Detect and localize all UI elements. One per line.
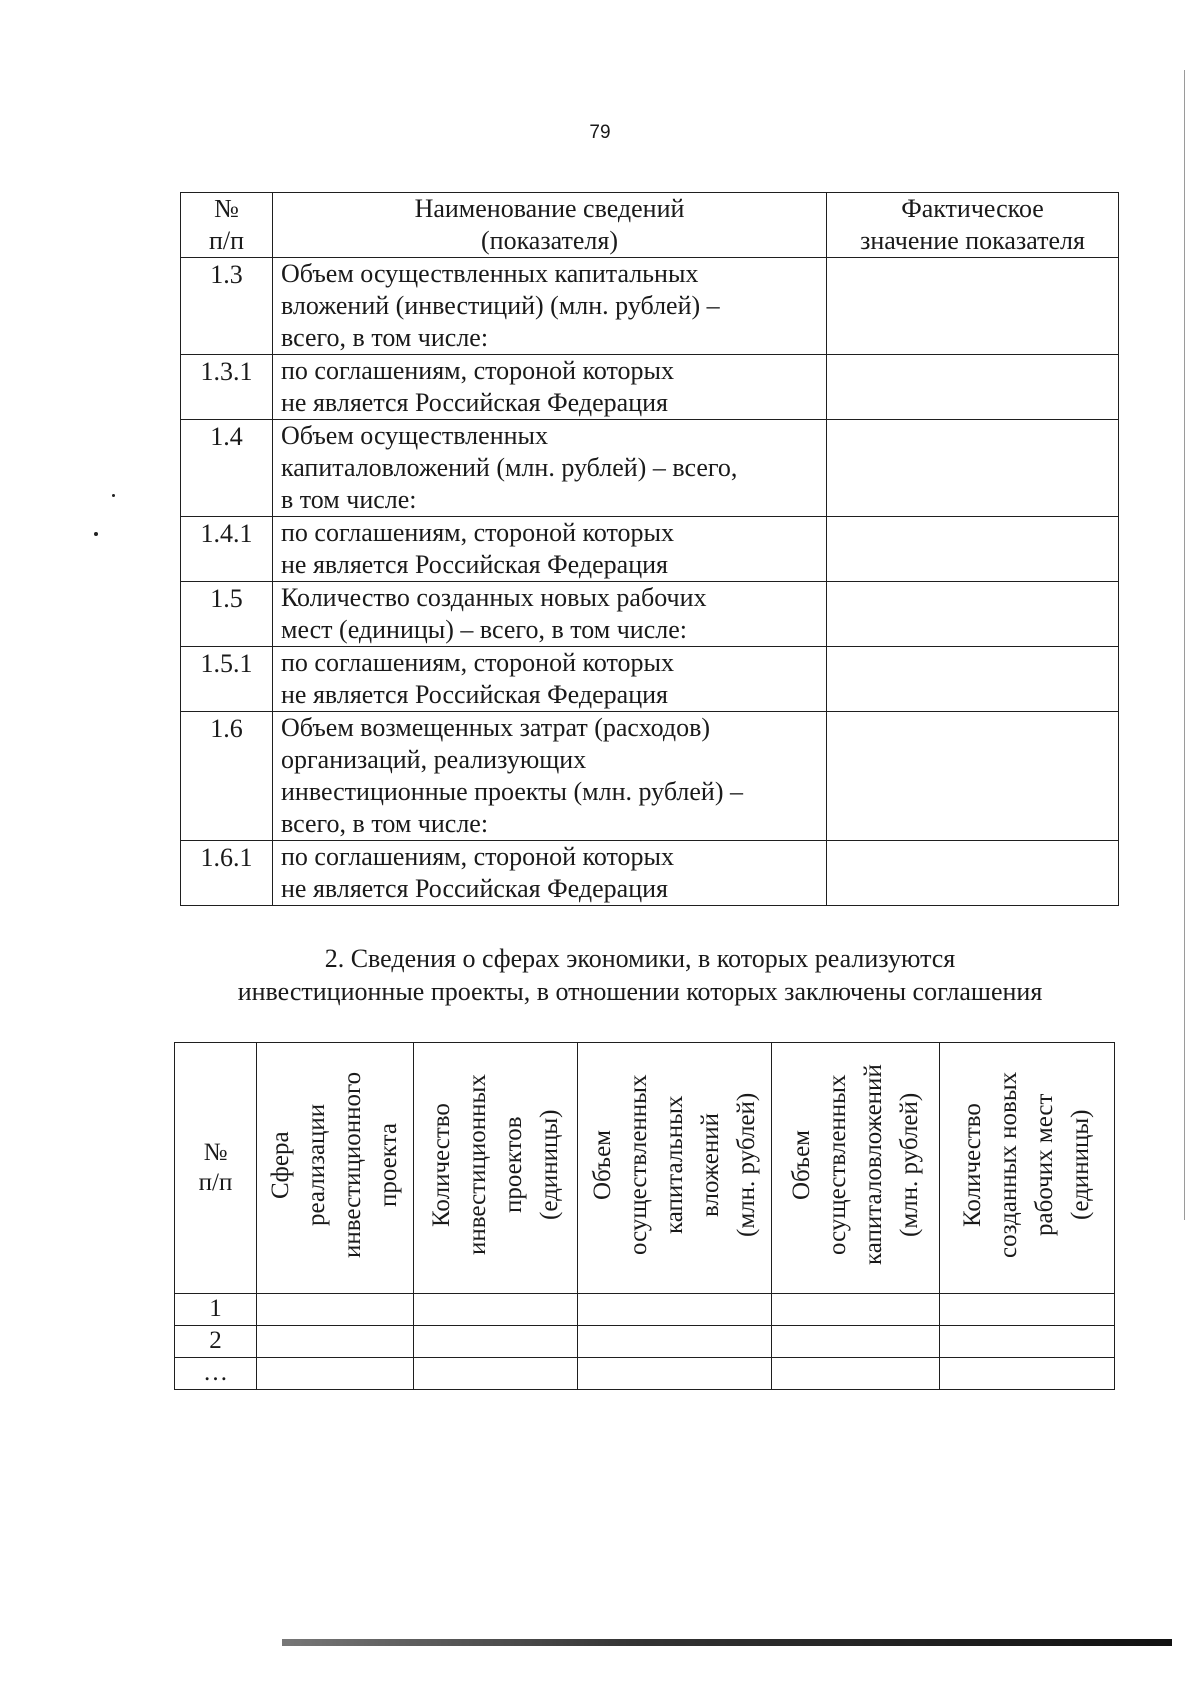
indicator-row bbox=[181, 647, 1119, 712]
column-header-line: Количество bbox=[959, 1102, 986, 1227]
column-header-line: (единицы) bbox=[1067, 1109, 1094, 1220]
indicator-value-cell bbox=[827, 517, 1119, 582]
indicator-name-line: Объем осуществленных капитальных bbox=[281, 259, 699, 288]
column-header-line: реализации bbox=[303, 1103, 330, 1226]
empty-cell bbox=[940, 1326, 1115, 1358]
header-text: Наименование сведений bbox=[414, 194, 685, 223]
economy-spheres-table bbox=[174, 1042, 1115, 1390]
header-text: Фактическое bbox=[901, 194, 1044, 223]
column-header-line: Сфера bbox=[267, 1130, 294, 1199]
empty-cell bbox=[940, 1358, 1115, 1390]
empty-cell bbox=[257, 1326, 414, 1358]
header-text: № bbox=[203, 1139, 228, 1166]
column-header-line: созданных новых bbox=[995, 1071, 1022, 1258]
indicator-name bbox=[273, 712, 827, 841]
indicator-name bbox=[273, 258, 827, 355]
column-header-line: Объем bbox=[787, 1129, 815, 1200]
indicators-table-body bbox=[181, 258, 1119, 906]
indicator-value-cell bbox=[827, 582, 1119, 647]
indicator-name bbox=[273, 647, 827, 712]
empty-cell bbox=[578, 1358, 772, 1390]
empty-cell bbox=[772, 1358, 940, 1390]
indicator-name-line: организаций, реализующих bbox=[281, 745, 587, 774]
indicator-name-line: не является Российская Федерация bbox=[281, 550, 668, 579]
header-cell-number bbox=[175, 1043, 257, 1294]
column-header-line: осуществленных bbox=[823, 1074, 851, 1255]
column-header bbox=[257, 1043, 414, 1294]
indicator-name-line: вложений (инвестиций) (млн. рублей) – bbox=[281, 291, 720, 320]
indicator-number: 1.4 bbox=[181, 420, 273, 517]
column-header bbox=[772, 1043, 940, 1294]
indicator-number: 1.5.1 bbox=[181, 647, 273, 712]
empty-cell bbox=[940, 1294, 1115, 1326]
indicator-number: 1.3 bbox=[181, 258, 273, 355]
table-row bbox=[175, 1326, 1115, 1358]
column-header-line: инвестиционного bbox=[339, 1071, 366, 1258]
indicator-name bbox=[273, 517, 827, 582]
column-header-line: проектов bbox=[499, 1116, 527, 1213]
column-header-line: Объем bbox=[588, 1129, 616, 1200]
table-row bbox=[175, 1358, 1115, 1390]
indicator-value-cell bbox=[827, 647, 1119, 712]
column-header-line: капитальных bbox=[660, 1095, 688, 1234]
column-header bbox=[940, 1043, 1115, 1294]
heading-line: 2. Сведения о сферах экономики, в которых реализуются bbox=[324, 944, 956, 973]
indicator-name-line: Количество созданных новых рабочих bbox=[281, 583, 707, 612]
table-row bbox=[175, 1294, 1115, 1326]
column-header-text bbox=[424, 1047, 568, 1283]
empty-cell bbox=[414, 1326, 578, 1358]
indicator-value-cell bbox=[827, 258, 1119, 355]
indicator-row bbox=[181, 582, 1119, 647]
economy-spheres-header-row bbox=[175, 1043, 1115, 1294]
scan-speck bbox=[112, 494, 115, 497]
indicator-name-line: по соглашениям, стороной которых bbox=[281, 842, 674, 871]
empty-cell bbox=[772, 1326, 940, 1358]
indicator-row bbox=[181, 420, 1119, 517]
scan-edge-line bbox=[1184, 70, 1185, 1220]
indicator-number: 1.6 bbox=[181, 712, 273, 841]
header-text: значение показателя bbox=[860, 226, 1085, 255]
column-header-text bbox=[585, 1047, 765, 1283]
indicator-name-line: Объем возмещенных затрат (расходов) bbox=[281, 713, 711, 742]
indicator-name-line: инвестиционные проекты (млн. рублей) – bbox=[281, 777, 743, 806]
column-header-text bbox=[784, 1047, 928, 1283]
row-number: 1 bbox=[175, 1294, 257, 1326]
header-text: п/п bbox=[208, 226, 245, 255]
indicator-name-line: по соглашениям, стороной которых bbox=[281, 356, 674, 385]
indicator-number: 1.4.1 bbox=[181, 517, 273, 582]
row-number: 2 bbox=[175, 1326, 257, 1358]
column-header-line: (млн. рублей) bbox=[732, 1092, 760, 1237]
indicator-name-line: по соглашениям, стороной которых bbox=[281, 518, 674, 547]
column-header-line: (млн. рублей) bbox=[895, 1092, 923, 1237]
column-header-line: вложений bbox=[696, 1112, 724, 1217]
indicator-name bbox=[273, 841, 827, 906]
indicator-name bbox=[273, 420, 827, 517]
header-cell-name bbox=[273, 193, 827, 258]
column-header-line: (единицы) bbox=[535, 1109, 563, 1220]
indicator-name-line: в том числе: bbox=[281, 485, 417, 514]
indicator-name bbox=[273, 355, 827, 420]
indicator-value-cell bbox=[827, 420, 1119, 517]
column-header bbox=[414, 1043, 578, 1294]
indicator-name-line: не является Российская Федерация bbox=[281, 874, 668, 903]
indicator-name-line: капиталовложений (млн. рублей) – всего, bbox=[281, 453, 738, 482]
indicator-value-cell bbox=[827, 841, 1119, 906]
indicator-value-cell bbox=[827, 712, 1119, 841]
empty-cell bbox=[578, 1294, 772, 1326]
indicator-name-line: всего, в том числе: bbox=[281, 323, 489, 352]
indicator-row bbox=[181, 712, 1119, 841]
header-text: п/п bbox=[198, 1169, 233, 1196]
indicator-name-line: по соглашениям, стороной которых bbox=[281, 648, 674, 677]
indicators-table bbox=[180, 192, 1119, 906]
page-number: 79 bbox=[589, 122, 611, 143]
bottom-rule bbox=[282, 1639, 1172, 1646]
row-number: … bbox=[175, 1358, 257, 1390]
column-header-text bbox=[263, 1047, 407, 1283]
scan-speck bbox=[94, 532, 98, 536]
header-cell-number bbox=[181, 193, 273, 258]
column-header-line: осуществленных bbox=[624, 1074, 652, 1255]
indicator-name bbox=[273, 582, 827, 647]
header-cell-value bbox=[827, 193, 1119, 258]
header-text: (показателя) bbox=[481, 226, 618, 255]
indicator-name-line: Объем осуществленных bbox=[281, 421, 548, 450]
column-header-text bbox=[955, 1047, 1099, 1283]
empty-cell bbox=[578, 1326, 772, 1358]
empty-cell bbox=[772, 1294, 940, 1326]
indicator-name-line: не является Российская Федерация bbox=[281, 388, 668, 417]
column-header-line: капиталовложений bbox=[859, 1064, 887, 1265]
indicator-row bbox=[181, 517, 1119, 582]
indicator-row bbox=[181, 841, 1119, 906]
empty-cell bbox=[257, 1358, 414, 1390]
indicator-row bbox=[181, 258, 1119, 355]
section-2-heading bbox=[150, 942, 1130, 1008]
column-header-line: инвестиционных bbox=[463, 1074, 491, 1255]
indicator-name-line: мест (единицы) – всего, в том числе: bbox=[281, 615, 687, 644]
header-text: № bbox=[214, 194, 239, 223]
indicator-row bbox=[181, 355, 1119, 420]
heading-line: инвестиционные проекты, в отношении которых заключены соглашения bbox=[237, 977, 1043, 1006]
indicator-number: 1.6.1 bbox=[181, 841, 273, 906]
empty-cell bbox=[414, 1358, 578, 1390]
economy-spheres-body bbox=[175, 1294, 1115, 1390]
indicators-table-header-row bbox=[181, 193, 1119, 258]
indicator-name-line: всего, в том числе: bbox=[281, 809, 489, 838]
column-header-line: Количество bbox=[427, 1102, 455, 1227]
column-header bbox=[578, 1043, 772, 1294]
indicator-value-cell bbox=[827, 355, 1119, 420]
column-header-line: рабочих мест bbox=[1031, 1093, 1058, 1236]
indicator-name-line: не является Российская Федерация bbox=[281, 680, 668, 709]
empty-cell bbox=[414, 1294, 578, 1326]
column-header-line: проекта bbox=[375, 1122, 402, 1207]
indicator-number: 1.5 bbox=[181, 582, 273, 647]
indicator-number: 1.3.1 bbox=[181, 355, 273, 420]
empty-cell bbox=[257, 1294, 414, 1326]
